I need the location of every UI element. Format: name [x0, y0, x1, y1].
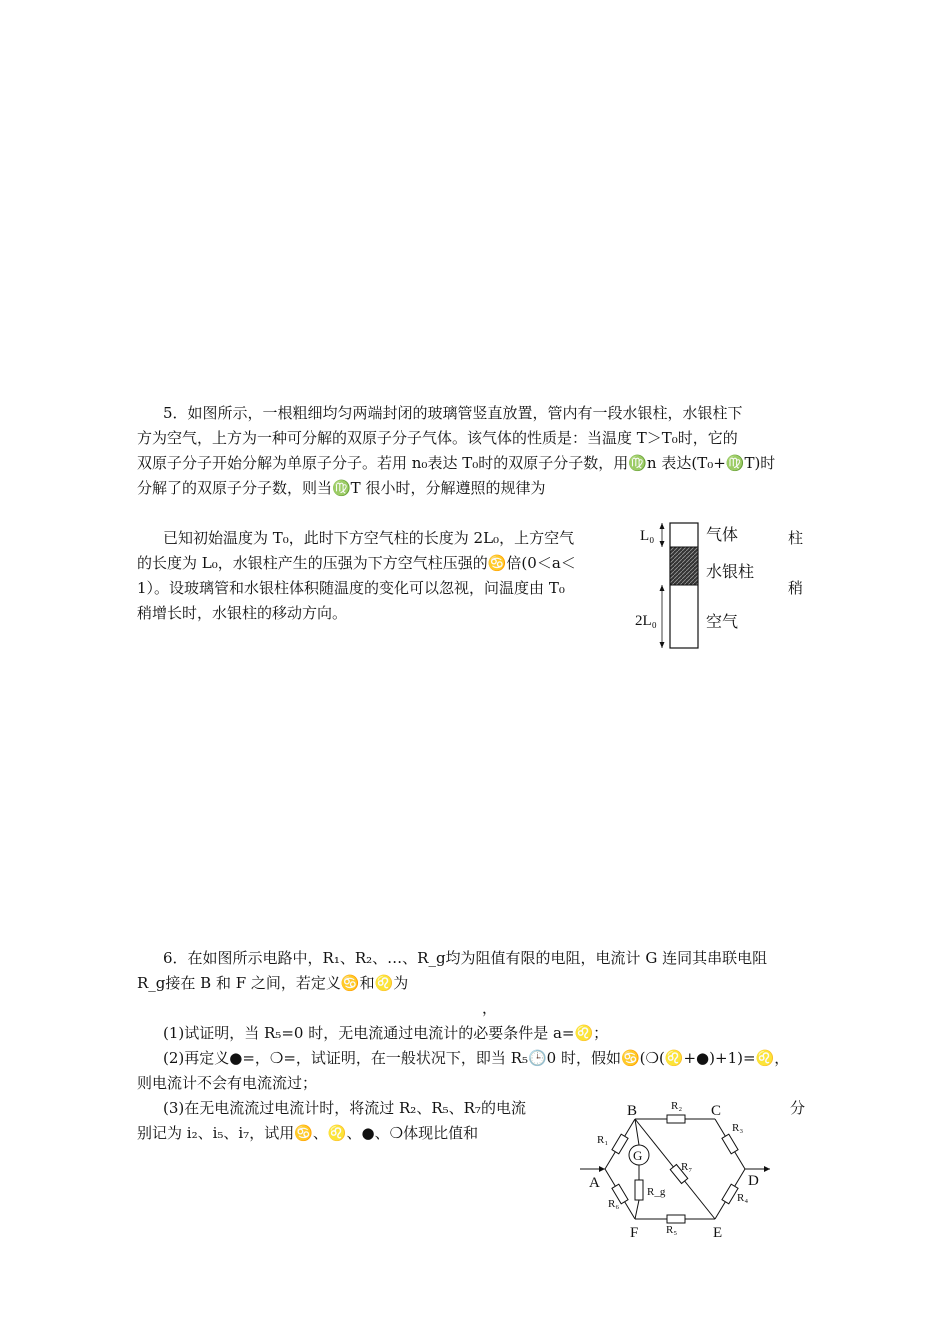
node-C: C — [711, 1103, 722, 1119]
label-mercury: 水银柱 — [706, 564, 755, 581]
label-R7: R₇ — [681, 1161, 693, 1173]
p6-line-1: 6．在如图所示电路中，R₁、R₂、…、R_g均为阻值有限的电阻，电流计 G 连同其串联电阻 — [163, 949, 768, 967]
resistor-Rg — [635, 1180, 643, 1200]
label-2L0: 2L₀ — [635, 613, 657, 629]
p6-item-3: (3)在无电流流过电流计时，将流过 R₂、R₅、R₇的电流 — [163, 1099, 526, 1117]
resistor-R2 — [667, 1115, 685, 1123]
p5-para2-line-2: 的长度为 L₀，水银柱产生的压强为下方空气柱压强的♋倍(0＜a＜ — [137, 554, 576, 572]
p6-item-3-cont: 别记为 i₂、i₅、i₇，试用♋、♌、●、❍体现比值和 — [137, 1124, 479, 1142]
p6-right-word-fen: 分 — [790, 1099, 806, 1117]
p5-para2-line-4: 稍增长时，水银柱的移动方向。 — [137, 604, 348, 622]
node-A: A — [589, 1175, 600, 1191]
label-L0: L₀ — [640, 528, 655, 544]
p5-line-3: 双原子分子开始分解为单原子分子。若用 n₀表达 T₀时的双原子分子数，用♍n 表达(T₀+♍T)时 — [137, 454, 776, 472]
circuit-diagram — [575, 1095, 780, 1245]
label-G: G — [633, 1148, 643, 1163]
p5-para2-line-3: 1）。设玻璃管和水银柱体积随温度的变化可以忽视，问温度由 T₀ — [137, 579, 565, 597]
p6-line-2: R_g接在 B 和 F 之间，若定义♋和♌为 — [137, 974, 409, 992]
p6-item-2: (2)再定义●=，❍=，试证明，在一般状况下，即当 R₅🕒0 时，假如♋(❍(♌+●)+1)=♌， — [163, 1049, 790, 1067]
p5-para2-line-1: 已知初始温度为 T₀，此时下方空气柱的长度为 2L₀，上方空气 — [163, 529, 575, 547]
node-B: B — [627, 1103, 638, 1119]
p5-right-word-shao: 稍 — [788, 579, 804, 597]
p6-item-2-cont: 则电流计不会有电流流过； — [137, 1074, 318, 1092]
label-Rg: R_g — [647, 1186, 666, 1198]
label-R1: R₁ — [597, 1134, 609, 1146]
label-R2: R₂ — [671, 1100, 683, 1112]
node-F: F — [630, 1225, 639, 1241]
label-gas: 气体 — [706, 527, 739, 544]
p5-line-4: 分解了的双原子分子数，则当♍T 很小时，分解遵照的规律为 — [137, 479, 546, 497]
p5-line-1: 5．如图所示，一根粗细均匀两端封闭的玻璃管竖直放置，管内有一段水银柱，水银柱下 — [163, 404, 743, 422]
node-D: D — [748, 1173, 759, 1189]
mercury-column — [670, 547, 698, 585]
p5-line-2: 方为空气，上方为一种可分解的双原子分子气体。该气体的性质是：当温度 T＞T₀时，它的 — [137, 429, 738, 447]
label-R6: R₆ — [608, 1198, 620, 1210]
p6-comma: ， — [482, 999, 498, 1017]
label-R3: R₃ — [732, 1122, 744, 1134]
label-R4: R₄ — [737, 1192, 749, 1204]
node-E: E — [713, 1225, 723, 1241]
resistor-R1 — [612, 1134, 628, 1154]
resistor-R5 — [667, 1215, 685, 1223]
label-R5: R₅ — [666, 1224, 678, 1236]
p5-right-word-zhu: 柱 — [788, 529, 804, 547]
resistor-R4 — [722, 1184, 738, 1204]
resistor-R3 — [722, 1134, 738, 1154]
glass-tube-figure — [630, 515, 770, 655]
label-air: 空气 — [706, 614, 739, 631]
p6-item-1: (1)试证明，当 R₅=0 时，无电流通过电流计的必要条件是 a=♌； — [163, 1024, 609, 1042]
